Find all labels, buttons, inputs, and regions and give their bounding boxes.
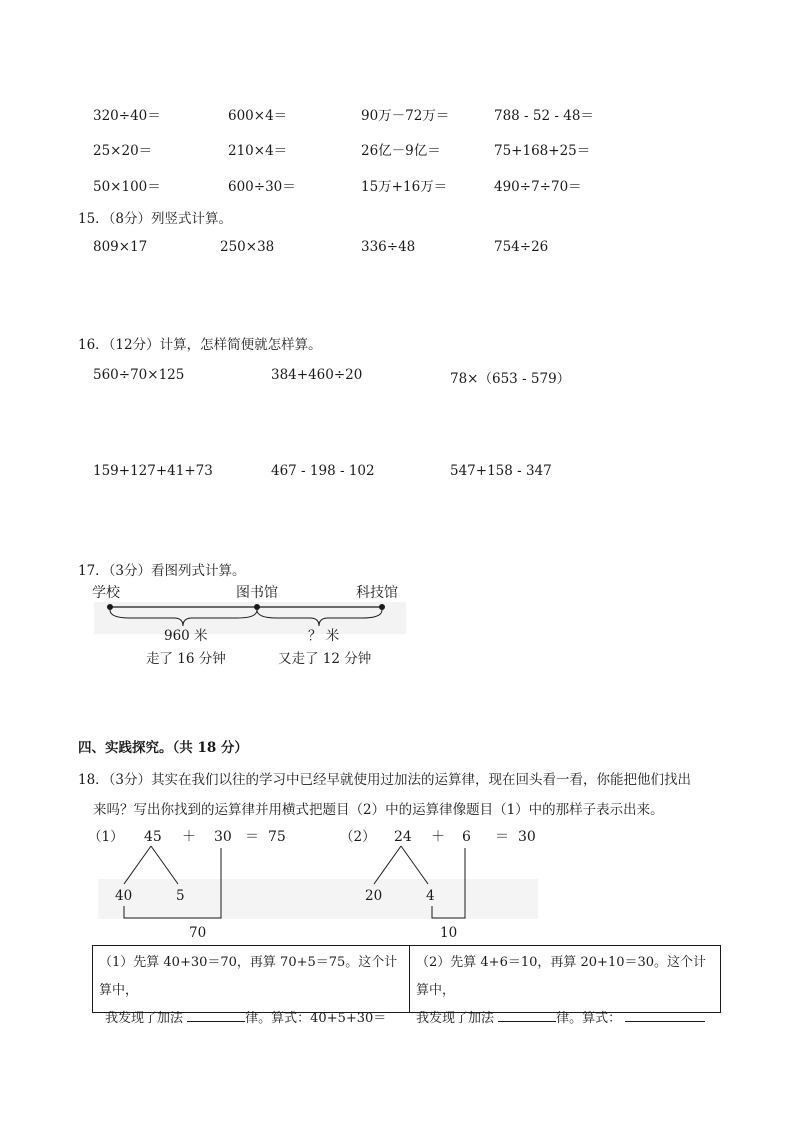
oral-calc-item: 320÷40＝ bbox=[93, 108, 161, 124]
diagram1-split-right: 5 bbox=[176, 888, 185, 904]
cell2-prefix: 我发现了加法 bbox=[416, 1011, 495, 1026]
diagram1-b: 30 bbox=[214, 829, 232, 845]
diagram1-plus: ＋ bbox=[182, 829, 196, 845]
answer-cell-1 bbox=[93, 945, 409, 1026]
law-blank-1[interactable] bbox=[187, 1007, 245, 1022]
cell2-line2 bbox=[416, 1005, 715, 1033]
q16-item: 384+460÷20 bbox=[271, 367, 363, 383]
q16-item: 467 - 198 - 102 bbox=[271, 463, 375, 479]
school-point bbox=[107, 604, 113, 610]
diagram2-split-left: 20 bbox=[365, 888, 383, 904]
oral-calc-item: 50×100＝ bbox=[93, 179, 161, 195]
oral-calc-item: 210×4＝ bbox=[228, 143, 288, 159]
cell1-line2 bbox=[99, 1005, 403, 1033]
split-line-right bbox=[151, 846, 178, 884]
oral-calc-item: 490÷7÷70＝ bbox=[494, 179, 582, 195]
oral-calc-item: 26亿－9亿＝ bbox=[361, 143, 441, 159]
formula-blank[interactable] bbox=[625, 1007, 705, 1022]
diagram2-split-right: 4 bbox=[426, 888, 435, 904]
q15-title: 15．（8分）列竖式计算。 bbox=[78, 211, 233, 227]
q18-line2: 来吗？写出你找到的运算律并用横式把题目（2）中的运算律像题目（1）中的那样子表示出来。 bbox=[93, 802, 664, 818]
oral-calc-item: 600÷30＝ bbox=[228, 179, 296, 195]
diagram2-a: 24 bbox=[394, 829, 412, 845]
split-line-left bbox=[374, 846, 401, 884]
oral-calc-item: 788 - 52 - 48＝ bbox=[494, 108, 594, 124]
diagram2-eq: ＝ bbox=[495, 829, 509, 845]
diagram2-plus: ＋ bbox=[431, 829, 445, 845]
oral-calc-item: 90万－72万＝ bbox=[361, 108, 450, 124]
label-library: 图书馆 bbox=[236, 585, 278, 601]
q16-item: 78×（653 - 579） bbox=[450, 371, 571, 387]
diagram2-b: 6 bbox=[462, 829, 471, 845]
diagram1-split-left: 40 bbox=[115, 888, 133, 904]
diagram1-a: 45 bbox=[144, 829, 162, 845]
q15-item: 336÷48 bbox=[361, 239, 416, 255]
cell1-suffix: 律。算式：40+5+30＝ bbox=[245, 1011, 387, 1026]
diagram1-combined: 70 bbox=[189, 925, 207, 941]
segment2-distance: ？ 米 bbox=[308, 628, 340, 644]
q15-item: 754÷26 bbox=[494, 239, 549, 255]
cell1-line1: （1）先算 40+30＝70，再算 70+5＝75。这个计算中， bbox=[99, 955, 398, 998]
diagram1-result: 75 bbox=[268, 829, 286, 845]
q16-item: 159+127+41+73 bbox=[93, 463, 213, 479]
q17-route-diagram bbox=[90, 580, 420, 680]
cell2-line1: （2）先算 4+6＝10，再算 20+10＝30。这个计算中， bbox=[416, 955, 707, 998]
q16-item: 547+158 - 347 bbox=[450, 463, 552, 479]
oral-calc-item: 600×4＝ bbox=[228, 108, 288, 124]
museum-point bbox=[379, 604, 385, 610]
law-blank-2[interactable] bbox=[498, 1007, 556, 1022]
q18-diagrams bbox=[88, 824, 548, 944]
oral-calc-item: 25×20＝ bbox=[93, 143, 153, 159]
diagram2-result: 30 bbox=[518, 829, 536, 845]
q16-item: 560÷70×125 bbox=[93, 367, 185, 383]
diagram2-combined: 10 bbox=[440, 925, 458, 941]
split-line-right bbox=[401, 846, 428, 884]
section4-title: 四、实践探究。（共 18 分） bbox=[78, 740, 248, 756]
q18-line1: 18．（3分）其实在我们以往的学习中已经早就使用过加法的运算律，现在回头看一看，你能把他们找出 bbox=[78, 772, 692, 788]
split-line-left bbox=[124, 846, 151, 884]
library-point bbox=[254, 604, 260, 610]
diagram2-label: （2） bbox=[340, 829, 376, 845]
oral-calc-item: 75+168+25＝ bbox=[494, 143, 591, 159]
cell1-prefix: 我发现了加法 bbox=[105, 1011, 184, 1026]
q17-title: 17．（3分）看图列式计算。 bbox=[78, 563, 246, 579]
diagram1-label: （1） bbox=[88, 829, 124, 845]
diagram1-eq: ＝ bbox=[245, 829, 259, 845]
label-museum: 科技馆 bbox=[356, 585, 398, 601]
segment2-time: 又走了 12 分钟 bbox=[278, 651, 372, 667]
segment1-distance: 960 米 bbox=[164, 628, 208, 644]
answer-cell-2 bbox=[410, 945, 721, 1026]
oral-calc-item: 15万+16万＝ bbox=[361, 179, 448, 195]
q15-item: 809×17 bbox=[93, 239, 148, 255]
label-school: 学校 bbox=[92, 585, 120, 601]
cell2-suffix: 律。算式： bbox=[556, 1011, 622, 1026]
segment1-time: 走了 16 分钟 bbox=[146, 651, 226, 667]
diagram-background bbox=[98, 879, 538, 919]
q15-item: 250×38 bbox=[220, 239, 275, 255]
q16-title: 16．（12分）计算，怎样简便就怎样算。 bbox=[78, 337, 322, 353]
